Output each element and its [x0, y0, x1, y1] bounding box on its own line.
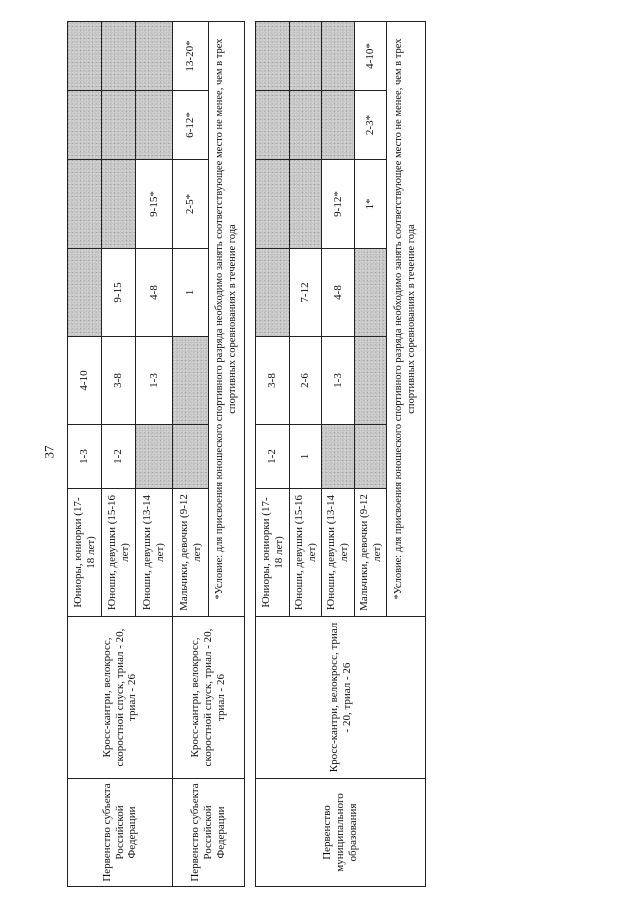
- value-cell: 1: [290, 425, 322, 489]
- disciplines-cell: Кросс-кантри, велокросс, триал - 20, триал - 26: [256, 617, 426, 779]
- shaded-cell: [322, 425, 355, 489]
- value-cell: 1: [173, 249, 209, 337]
- shaded-cell: [290, 160, 322, 249]
- footnote-cell: *Условие: для присвоения юношеского спортивного разряда необходимо занять соответствующее место не менее, чем в трех спортивных соревнованиях в течение года: [387, 22, 426, 617]
- shaded-cell: [102, 22, 136, 91]
- value-cell: 4-8: [136, 249, 173, 337]
- value-cell: 13-20*: [173, 22, 209, 91]
- disciplines-cell: Кросс-кантри, велокросс, скоростной спуск, триал - 20, триал - 26: [68, 617, 173, 779]
- disciplines-cell: Кросс-кантри, велокросс, скоростной спуск, триал - 20, триал - 26: [173, 617, 245, 779]
- age-group-cell: Мальчики, девочки (9-12 лет): [355, 489, 387, 617]
- value-cell: 9-12*: [322, 160, 355, 249]
- age-group-cell: Юноши, девушки (15-16 лет): [290, 489, 322, 617]
- shaded-cell: [355, 249, 387, 337]
- value-cell: 3-8: [256, 337, 290, 425]
- shaded-cell: [322, 22, 355, 91]
- value-cell: 1-3: [136, 337, 173, 425]
- separator-row: [245, 22, 256, 887]
- shaded-cell: [256, 22, 290, 91]
- shaded-cell: [322, 91, 355, 160]
- shaded-cell: [256, 249, 290, 337]
- value-cell: 4-10*: [355, 22, 387, 91]
- shaded-cell: [173, 425, 209, 489]
- value-cell: 2-6: [290, 337, 322, 425]
- value-cell: 2-3*: [355, 91, 387, 160]
- value-cell: 4-10: [68, 337, 102, 425]
- age-group-cell: Юноши, девушки (13-14 лет): [136, 489, 173, 617]
- shaded-cell: [355, 425, 387, 489]
- separator-cell: [245, 22, 256, 887]
- table-row: [173, 22, 209, 887]
- rotated-table-container: [67, 22, 417, 887]
- table-row: [256, 22, 290, 887]
- value-cell: 9-15*: [136, 160, 173, 249]
- value-cell: 3-8: [102, 337, 136, 425]
- value-cell: 1-3: [322, 337, 355, 425]
- age-group-cell: Мальчики, девочки (9-12 лет): [173, 489, 209, 617]
- value-cell: 2-5*: [173, 160, 209, 249]
- event-cell: Первенство субъекта Российской Федерации: [173, 779, 245, 887]
- shaded-cell: [173, 337, 209, 425]
- age-group-cell: Юниоры, юниорки (17-18 лет): [256, 489, 290, 617]
- shaded-cell: [290, 22, 322, 91]
- value-cell: 1-2: [102, 425, 136, 489]
- table-row: [68, 22, 102, 887]
- age-group-cell: Юниоры, юниорки (17-18 лет): [68, 489, 102, 617]
- shaded-cell: [68, 249, 102, 337]
- shaded-cell: [68, 91, 102, 160]
- shaded-cell: [102, 160, 136, 249]
- shaded-cell: [102, 91, 136, 160]
- shaded-cell: [290, 91, 322, 160]
- age-group-cell: Юноши, девушки (13-14 лет): [322, 489, 355, 617]
- value-cell: 7-12: [290, 249, 322, 337]
- page-number: 37: [41, 445, 56, 459]
- shaded-cell: [136, 22, 173, 91]
- event-cell: Первенство муниципального образования: [256, 779, 426, 887]
- shaded-cell: [136, 91, 173, 160]
- value-cell: 4-8: [322, 249, 355, 337]
- value-cell: 1-2: [256, 425, 290, 489]
- shaded-cell: [256, 91, 290, 160]
- sport-rank-table: [67, 21, 426, 887]
- shaded-cell: [68, 22, 102, 91]
- shaded-cell: [136, 425, 173, 489]
- event-cell: Первенство субъекта Российской Федерации: [68, 779, 173, 887]
- value-cell: 1-3: [68, 425, 102, 489]
- value-cell: 1*: [355, 160, 387, 249]
- shaded-cell: [355, 337, 387, 425]
- value-cell: 9-15: [102, 249, 136, 337]
- age-group-cell: Юноши, девушки (15-16 лет): [102, 489, 136, 617]
- shaded-cell: [256, 160, 290, 249]
- value-cell: 6-12*: [173, 91, 209, 160]
- shaded-cell: [68, 160, 102, 249]
- footnote-cell: *Условие: для присвоения юношеского спортивного разряда необходимо занять соответствующее место не менее, чем в трех спортивных соревнованиях в течение года: [209, 22, 245, 617]
